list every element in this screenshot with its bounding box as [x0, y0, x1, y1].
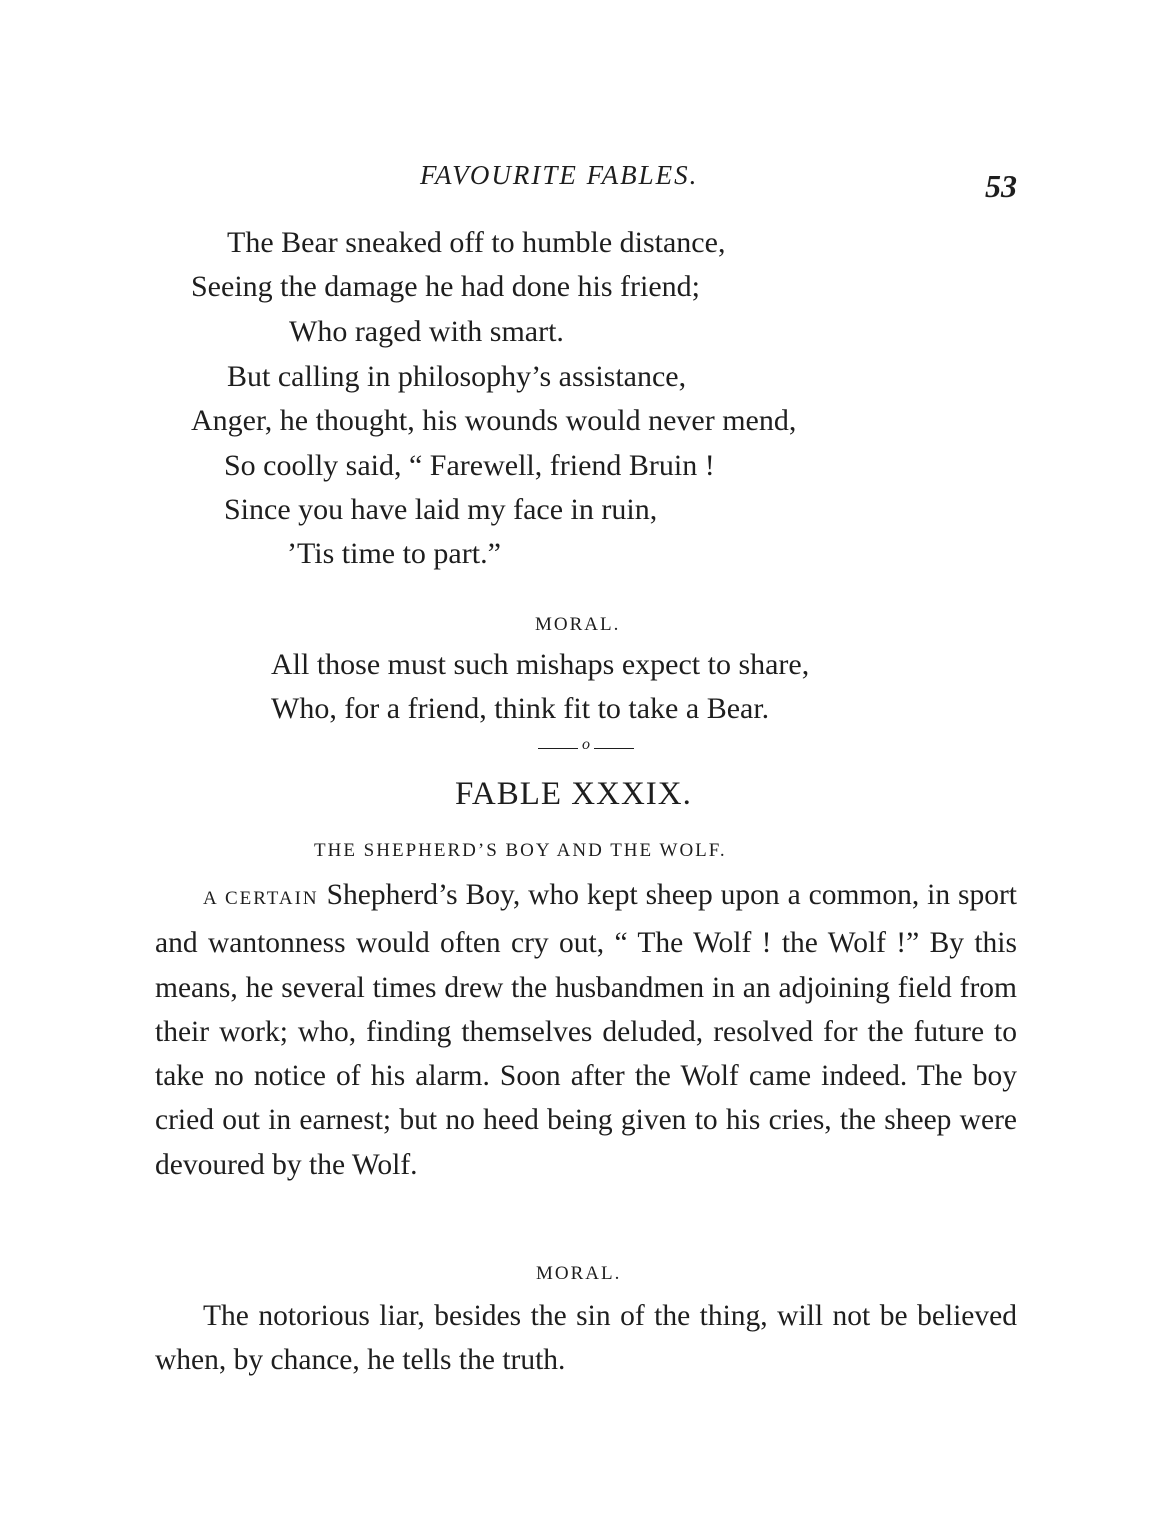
poem-line: Who raged with smart.	[289, 315, 564, 348]
section-divider	[538, 738, 634, 758]
fable-moral-text: The notorious liar, besides the sin of the thing, will not be believed when, by chance, he tells the truth.	[155, 1300, 1017, 1377]
fable-body	[155, 873, 1017, 1187]
fable-body-lead: A CERTAIN	[203, 888, 319, 909]
divider-rule-left	[538, 748, 578, 749]
fable-moral	[155, 1294, 1017, 1383]
moral-line: Who, for a friend, think fit to take a Bear.	[271, 692, 770, 725]
running-head: FAVOURITE FABLES.	[420, 160, 699, 190]
moral-line: All those must such mishaps expect to share,	[271, 648, 810, 681]
poem-line: Anger, he thought, his wounds would never mend,	[191, 404, 797, 437]
divider-ornament: o	[582, 736, 590, 753]
poem-line: But calling in philosophy’s assistance,	[227, 360, 687, 393]
poem-line: Seeing the damage he had done his friend;	[191, 270, 701, 303]
poem-line: ’Tis time to part.”	[287, 537, 501, 570]
moral-heading: MORAL.	[535, 614, 621, 635]
poem-line: The Bear sneaked off to humble distance,	[227, 226, 726, 259]
page-number: 53	[985, 168, 1017, 204]
fable-subtitle: THE SHEPHERD’S BOY AND THE WOLF.	[314, 840, 727, 861]
poem-line: Since you have laid my face in ruin,	[224, 493, 658, 526]
fable-title: FABLE XXXIX.	[455, 776, 692, 812]
poem-line: So coolly said, “ Farewell, friend Bruin !	[224, 449, 715, 482]
divider-rule-right	[594, 748, 634, 749]
fable-body-text: Shepherd’s Boy, who kept sheep upon a common, in sport and wantonness would often cry out, “ The Wolf ! the Wolf !” By this means, he several times drew the husbandmen in an adjoining field from their work; who, finding themselves deluded, resolved for the future to take no notice of his alarm. Soon after the Wolf came indeed. The boy cried out in earnest; but no heed being given to his cries, the sheep were devoured by the Wolf.	[155, 879, 1017, 1181]
fable-moral-heading: MORAL.	[536, 1263, 622, 1284]
